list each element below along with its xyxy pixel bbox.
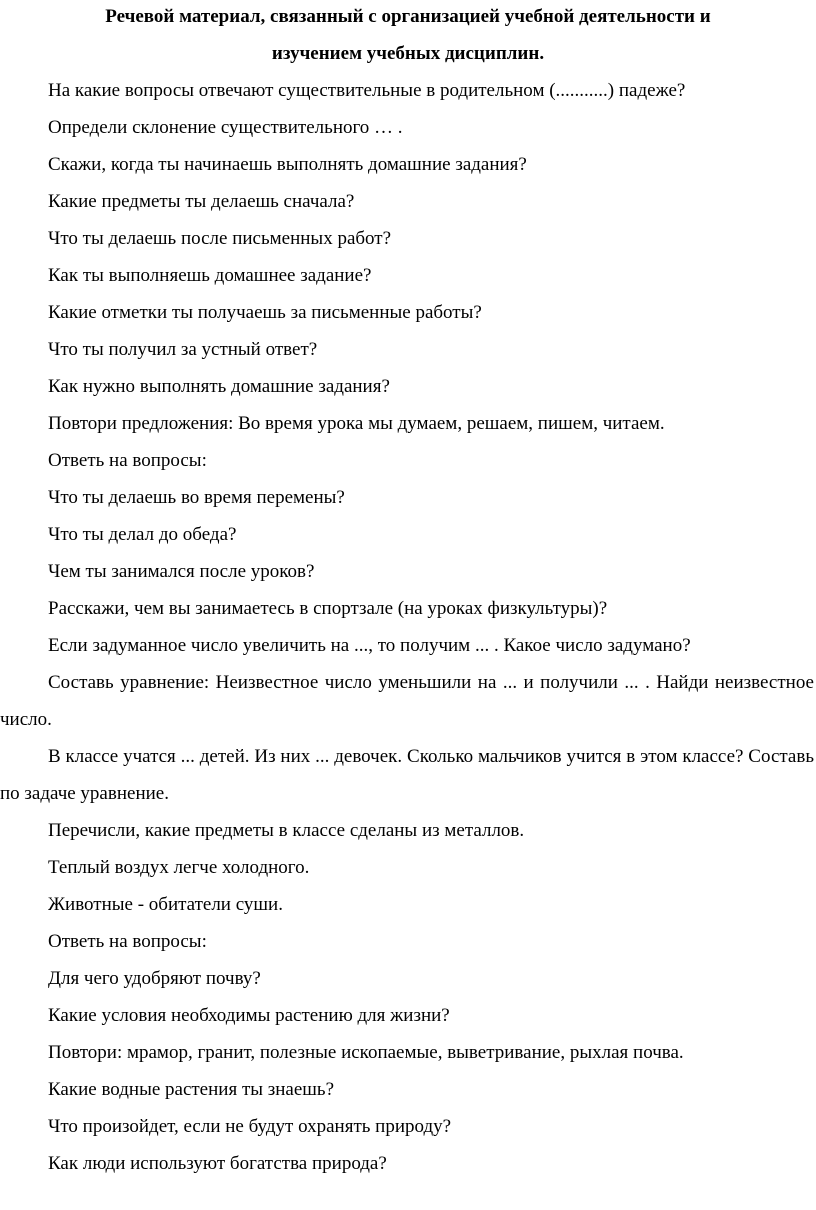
paragraph-17: Составь уравнение: Неизвестное число уменьшили на ... и получили ... . Найди неизвестное число. — [0, 672, 814, 730]
paragraph-14: Чем ты занимался после уроков? — [48, 561, 315, 582]
paragraph-6: Как ты выполняешь домашнее задание? — [48, 265, 372, 286]
paragraph-16: Если задуманное число увеличить на ..., то получим ... . Какое число задумано? — [48, 635, 691, 656]
document-title — [0, 0, 816, 72]
paragraph-7: Какие отметки ты получаешь за письменные работы? — [48, 302, 482, 323]
paragraph-18: В классе учатся ... детей. Из них ... девочек. Сколько мальчиков учится в этом классе? Составь по задаче уравнение. — [0, 746, 814, 804]
paragraph-23: Для чего удобряют почву? — [48, 968, 261, 989]
paragraph-5: Что ты делаешь после письменных работ? — [48, 228, 392, 249]
paragraph-25: Повтори: мрамор, гранит, полезные ископаемые, выветривание, рыхлая почва. — [48, 1042, 684, 1063]
paragraph-24: Какие условия необходимы растению для жизни? — [48, 1005, 450, 1026]
paragraph-9: Как нужно выполнять домашние задания? — [48, 376, 390, 397]
paragraph-28: Как люди используют богатства природа? — [48, 1153, 387, 1174]
paragraph-4: Какие предметы ты делаешь сначала? — [48, 191, 355, 212]
paragraph-20: Теплый воздух легче холодного. — [48, 857, 310, 878]
paragraph-12: Что ты делаешь во время перемены? — [48, 487, 345, 508]
paragraph-10: Повтори предложения: Во время урока мы думаем, решаем, пишем, читаем. — [48, 413, 665, 434]
paragraph-3: Скажи, когда ты начинаешь выполнять домашние задания? — [48, 154, 527, 175]
paragraph-8: Что ты получил за устный ответ? — [48, 339, 318, 360]
paragraph-19: Перечисли, какие предметы в классе сделаны из металлов. — [48, 820, 525, 841]
paragraph-11: Ответь на вопросы: — [48, 450, 207, 471]
paragraph-15: Расскажи, чем вы занимаетесь в спортзале (на уроках физкультуры)? — [48, 598, 608, 619]
paragraph-26: Какие водные растения ты знаешь? — [48, 1079, 335, 1100]
paragraph-2: Определи склонение существительного … . — [48, 117, 403, 138]
paragraph-22: Ответь на вопросы: — [48, 931, 207, 952]
paragraph-21: Животные - обитатели суши. — [48, 894, 283, 915]
paragraph-27: Что произойдет, если не будут охранять природу? — [48, 1116, 452, 1137]
title-line-2: изучением учебных дисциплин. — [271, 43, 545, 64]
paragraph-1: На какие вопросы отвечают существительные в родительном (...........) падеже? — [48, 80, 686, 101]
title-line-1: Речевой материал, связанный с организацией учебной деятельности и — [105, 6, 711, 27]
paragraph-13: Что ты делал до обеда? — [48, 524, 237, 545]
